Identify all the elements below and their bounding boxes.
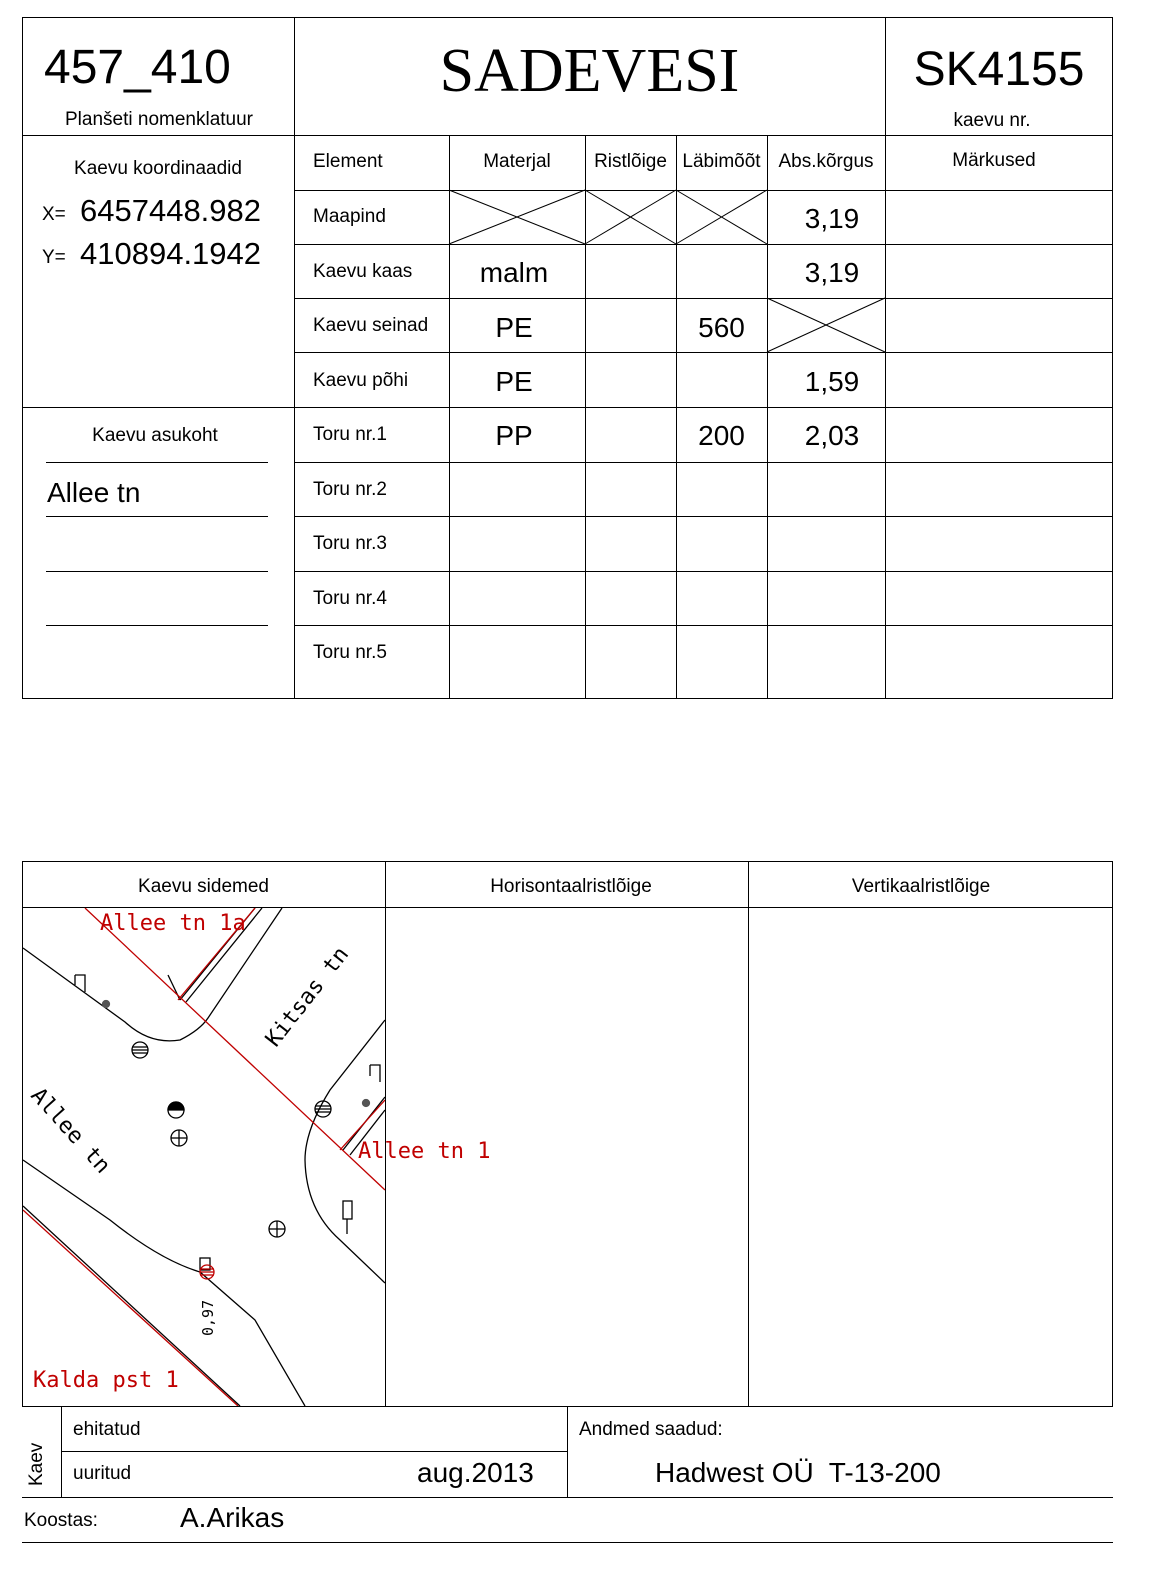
map-label-distance: 0,97 (199, 1299, 217, 1336)
row-elevation: 1,59 (804, 366, 860, 397)
map-label-kalda: Kalda pst 1 (33, 1368, 179, 1393)
location-label: Kaevu asukoht (92, 425, 218, 446)
row-material: malm (479, 257, 549, 288)
row-element: Kaevu seinad (313, 315, 429, 336)
author-label: Koostas: (24, 1510, 98, 1531)
y-value: 410894.1942 (80, 236, 262, 271)
row-material: PE (495, 312, 533, 343)
author-name: A.Arikas (180, 1502, 285, 1533)
row-material: PE (495, 366, 533, 397)
built-label: ehitatud (73, 1419, 141, 1440)
row-elevation: 2,03 (804, 420, 860, 451)
data-source-value: Hadwest OÜ T-13-200 (655, 1457, 941, 1488)
row-elevation: 3,19 (804, 203, 860, 234)
col-header-cross-section: Ristlõige (594, 151, 667, 172)
row-element: Toru nr.1 (313, 424, 387, 445)
row-diameter: 200 (698, 420, 745, 451)
point-icon (103, 1001, 110, 1008)
x-value: 6457448.982 (80, 193, 262, 228)
map-label-kitsas-street: Kitsas tn (261, 942, 355, 1052)
x-label: X= (42, 204, 66, 225)
row-material: PP (495, 420, 533, 451)
point-icon (363, 1100, 370, 1107)
map-label-parcel-1a: Allee tn 1a (100, 911, 246, 936)
page-title: SADEVESI (439, 37, 740, 105)
well-marker-icon (168, 1102, 184, 1118)
map-label-allee-street: Allee tn (25, 1083, 116, 1179)
sheet-number: 457_410 (44, 41, 231, 94)
row-element: Toru nr.4 (313, 588, 387, 609)
vertical-section-label: Vertikaalristlõige (851, 876, 991, 897)
sheet-label: Planšeti nomenklatuur (65, 109, 253, 130)
surveyed-date: aug.2013 (417, 1457, 534, 1488)
connections-label: Kaevu sidemed (138, 876, 269, 897)
data-source-label: Andmed saadud: (579, 1419, 723, 1440)
col-header-remarks: Märkused (952, 150, 1036, 171)
surveyed-label: uuritud (73, 1463, 132, 1484)
row-element: Kaevu kaas (313, 261, 413, 282)
well-label: kaevu nr. (953, 110, 1031, 131)
row-element: Toru nr.3 (313, 533, 387, 554)
location-line-1: Allee tn (47, 477, 141, 508)
storm-drain-icon (132, 1042, 148, 1058)
col-header-diameter: Läbimõõt (682, 151, 761, 172)
row-element: Toru nr.5 (313, 642, 387, 663)
map-label-parcel-1: Allee tn 1 (358, 1139, 491, 1164)
col-header-element: Element (313, 151, 383, 172)
row-diameter: 560 (698, 312, 745, 343)
row-element: Toru nr.2 (313, 479, 387, 500)
row-elevation: 3,19 (804, 257, 860, 288)
hydrant-icon (269, 1221, 285, 1237)
col-header-material: Materjal (483, 151, 551, 172)
kaev-label: Kaev (26, 1442, 47, 1486)
col-header-elevation: Abs.kõrgus (778, 151, 874, 172)
well-number: SK4155 (913, 43, 1085, 96)
y-label: Y= (42, 247, 66, 268)
utility-symbols (103, 1001, 370, 1238)
hydrant-icon (171, 1130, 187, 1146)
coordinates-label: Kaevu koordinaadid (74, 158, 242, 179)
row-element: Kaevu põhi (313, 370, 409, 391)
storm-drain-icon (315, 1101, 331, 1117)
row-element: Maapind (313, 206, 386, 227)
horizontal-section-label: Horisontaalristlõige (490, 876, 652, 897)
target-well-icon (200, 1265, 214, 1279)
